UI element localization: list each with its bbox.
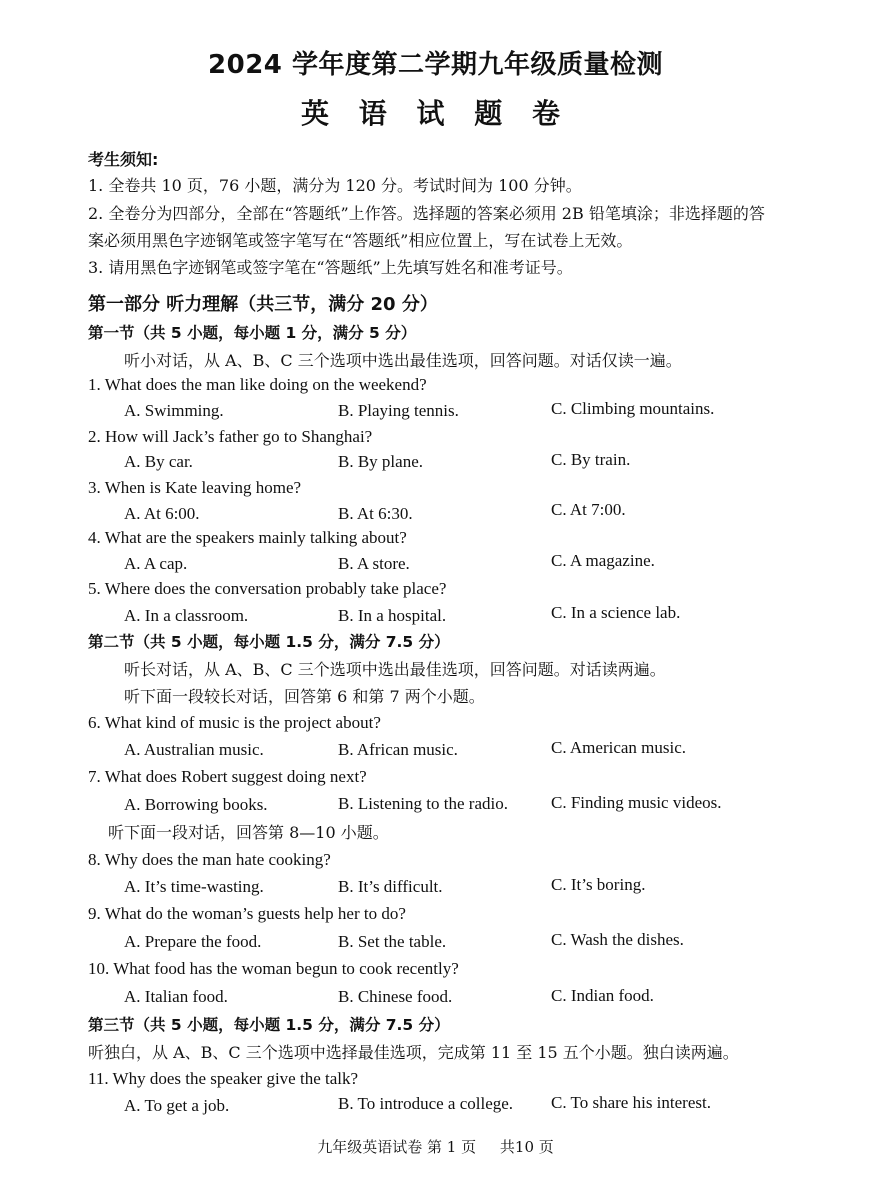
option-c: C. Finding music videos.	[551, 793, 722, 812]
option-c: C. A magazine.	[551, 551, 655, 570]
question-4: 4. What are the speakers mainly talking about?	[88, 528, 407, 547]
option-c: C. By train.	[551, 450, 631, 469]
option-c: C. At 7:00.	[551, 500, 626, 519]
option-b: B. Playing tennis.	[338, 401, 459, 420]
question-10: 10. What food has the woman begun to cook recently?	[88, 959, 459, 978]
section3-heading: 第三节（共 5 小题，每小题 1.5 分，满分 7.5 分）	[88, 1016, 450, 1034]
question-2: 2. How will Jack’s father go to Shanghai?	[88, 427, 373, 446]
option-a: A. Borrowing books.	[124, 795, 268, 814]
section2-sub-instruction-1: 听下面一段较长对话，回答第 6 和第 7 两个小题。	[124, 687, 485, 706]
option-b: B. By plane.	[338, 452, 423, 471]
question-8: 8. Why does the man hate cooking?	[88, 850, 331, 869]
notice-item-2b: 案必须用黑色字迹钢笔或签字笔写在“答题纸”相应位置上，写在试卷上无效。	[88, 231, 633, 250]
question-7: 7. What does Robert suggest doing next?	[88, 767, 367, 786]
question-9: 9. What do the woman’s guests help her to do?	[88, 904, 406, 923]
option-b: B. Set the table.	[338, 932, 447, 951]
option-a: A. Australian music.	[124, 740, 264, 759]
option-a: A. At 6:00.	[124, 504, 200, 523]
option-b: B. It’s difficult.	[338, 877, 443, 896]
section2-heading: 第二节（共 5 小题，每小题 1.5 分，满分 7.5 分）	[88, 633, 450, 651]
question-11: 11. Why does the speaker give the talk?	[88, 1069, 359, 1088]
notice-item-2a: 2. 全卷分为四部分，全部在“答题纸”上作答。选择题的答案必须用 2B 铅笔填涂；非选择题的答	[88, 204, 765, 223]
option-b: B. To introduce a college.	[338, 1094, 514, 1113]
notice-heading: 考生须知:	[88, 150, 159, 169]
option-c: C. American music.	[551, 738, 687, 757]
option-a: A. A cap.	[124, 554, 188, 573]
option-b: B. At 6:30.	[338, 504, 413, 523]
option-a: A. It’s time-wasting.	[124, 877, 264, 896]
question-6: 6. What kind of music is the project about?	[88, 713, 381, 732]
exam-subtitle: 英 语 试 题 卷	[301, 97, 570, 130]
option-b: B. Listening to the radio.	[338, 794, 508, 813]
section2-sub-instruction-2: 听下面一段对话，回答第 8—10 小题。	[108, 823, 389, 842]
option-a: A. Swimming.	[124, 401, 224, 420]
section1-instruction: 听小对话，从 A、B、C 三个选项中选出最佳选项，回答问题。对话仅读一遍。	[124, 351, 682, 370]
option-a: A. Italian food.	[124, 987, 228, 1006]
exam-title: 2024 学年度第二学期九年级质量检测	[208, 50, 663, 80]
option-c: C. It’s boring.	[551, 875, 646, 894]
option-c: C. In a science lab.	[551, 603, 681, 622]
option-c: C. Climbing mountains.	[551, 399, 715, 418]
option-a: A. By car.	[124, 452, 193, 471]
notice-item-3: 3. 请用黑色字迹钢笔或签字笔在“答题纸”上先填写姓名和准考证号。	[88, 258, 573, 277]
option-b: B. A store.	[338, 554, 410, 573]
question-5: 5. Where does the conversation probably take place?	[88, 579, 447, 598]
option-c: C. Wash the dishes.	[551, 930, 684, 949]
notice-item-1: 1. 全卷共 10 页，76 小题，满分为 120 分。考试时间为 100 分钟。	[88, 176, 582, 195]
option-a: A. Prepare the food.	[124, 932, 262, 951]
option-b: B. Chinese food.	[338, 987, 453, 1006]
question-3: 3. When is Kate leaving home?	[88, 478, 302, 497]
option-a: A. To get a job.	[124, 1096, 230, 1115]
option-a: A. In a classroom.	[124, 606, 249, 625]
part1-heading: 第一部分 听力理解（共三节，满分 20 分）	[88, 294, 438, 315]
option-c: C. Indian food.	[551, 986, 654, 1005]
question-1: 1. What does the man like doing on the weekend?	[88, 375, 427, 394]
option-b: B. African music.	[338, 740, 458, 759]
section1-heading: 第一节（共 5 小题，每小题 1 分，满分 5 分）	[88, 324, 417, 342]
option-b: B. In a hospital.	[338, 606, 447, 625]
section3-instruction: 听独白，从 A、B、C 三个选项中选择最佳选项，完成第 11 至 15 五个小题。独白读两遍。	[88, 1043, 739, 1062]
page-footer: 九年级英语试卷 第 1 页 共10 页	[317, 1138, 554, 1156]
option-c: C. To share his interest.	[551, 1093, 711, 1112]
section2-instruction: 听长对话，从 A、B、C 三个选项中选出最佳选项，回答问题。对话读两遍。	[124, 660, 666, 679]
